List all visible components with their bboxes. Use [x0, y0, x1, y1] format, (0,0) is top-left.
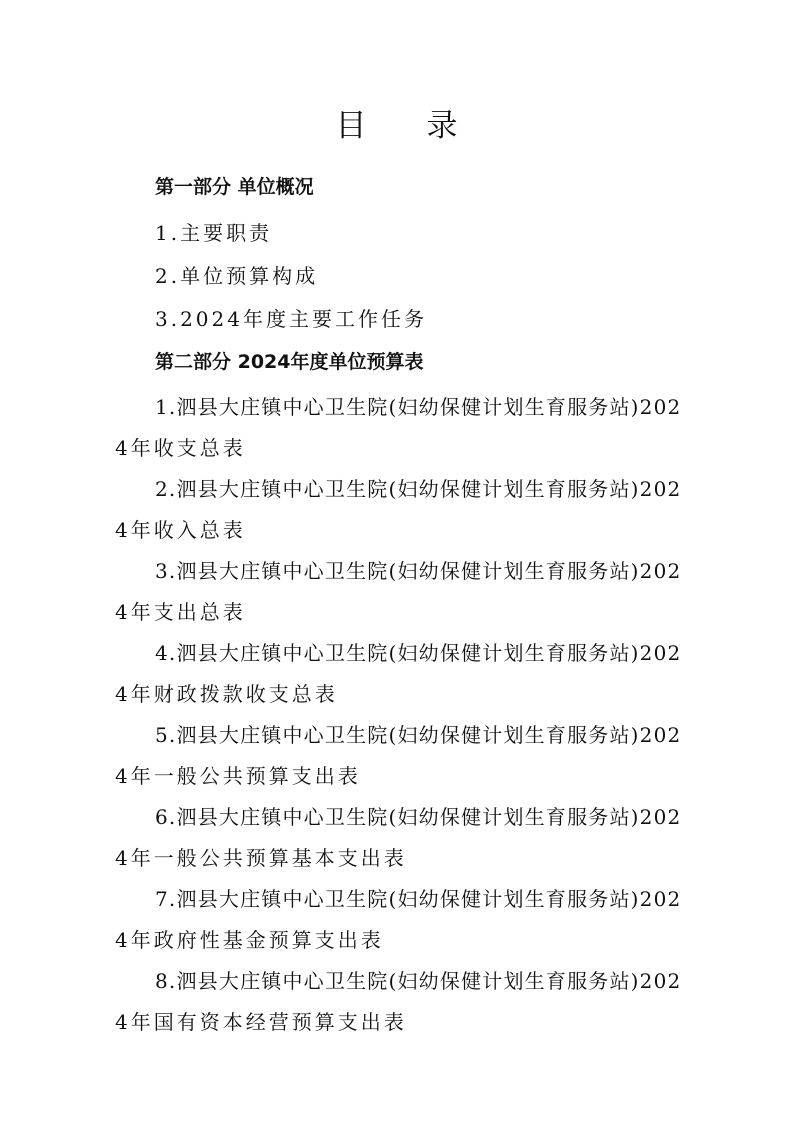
- part2-item-4-line2: 4年财政拨款收支总表: [115, 682, 338, 706]
- part2-item-3-line2: 4年支出总表: [115, 600, 246, 624]
- part2-item-8-line1: 8.泗县大庄镇中心卫生院(妇幼保健计划生育服务站)202: [155, 969, 682, 993]
- part2-item-5-line2: 4年一般公共预算支出表: [115, 764, 361, 788]
- page-title: 目录: [335, 108, 518, 144]
- part2-item-6-line2: 4年一般公共预算基本支出表: [115, 846, 407, 870]
- part1-item-1: 1.主要职责: [155, 221, 273, 245]
- part1-item-3: 3.2024年度主要工作任务: [155, 307, 427, 331]
- part2-item-5-line1: 5.泗县大庄镇中心卫生院(妇幼保健计划生育服务站)202: [155, 723, 682, 747]
- part2-item-7-line1: 7.泗县大庄镇中心卫生院(妇幼保健计划生育服务站)202: [155, 887, 682, 911]
- part2-item-1-line2: 4年收支总表: [115, 436, 246, 460]
- part2-item-8-line2: 4年国有资本经营预算支出表: [115, 1010, 407, 1034]
- part1-heading: 第一部分 单位概况: [155, 176, 314, 198]
- part2-item-2-line1: 2.泗县大庄镇中心卫生院(妇幼保健计划生育服务站)202: [155, 477, 682, 501]
- part1-item-2: 2.单位预算构成: [155, 264, 319, 288]
- part2-item-6-line1: 6.泗县大庄镇中心卫生院(妇幼保健计划生育服务站)202: [155, 805, 682, 829]
- part2-item-2-line2: 4年收入总表: [115, 518, 246, 542]
- part2-item-1-line1: 1.泗县大庄镇中心卫生院(妇幼保健计划生育服务站)202: [155, 395, 682, 419]
- part2-item-3-line1: 3.泗县大庄镇中心卫生院(妇幼保健计划生育服务站)202: [155, 559, 682, 583]
- part2-heading: 第二部分 2024年度单位预算表: [155, 351, 424, 373]
- part2-item-7-line2: 4年政府性基金预算支出表: [115, 928, 384, 952]
- part2-item-4-line1: 4.泗县大庄镇中心卫生院(妇幼保健计划生育服务站)202: [155, 641, 682, 665]
